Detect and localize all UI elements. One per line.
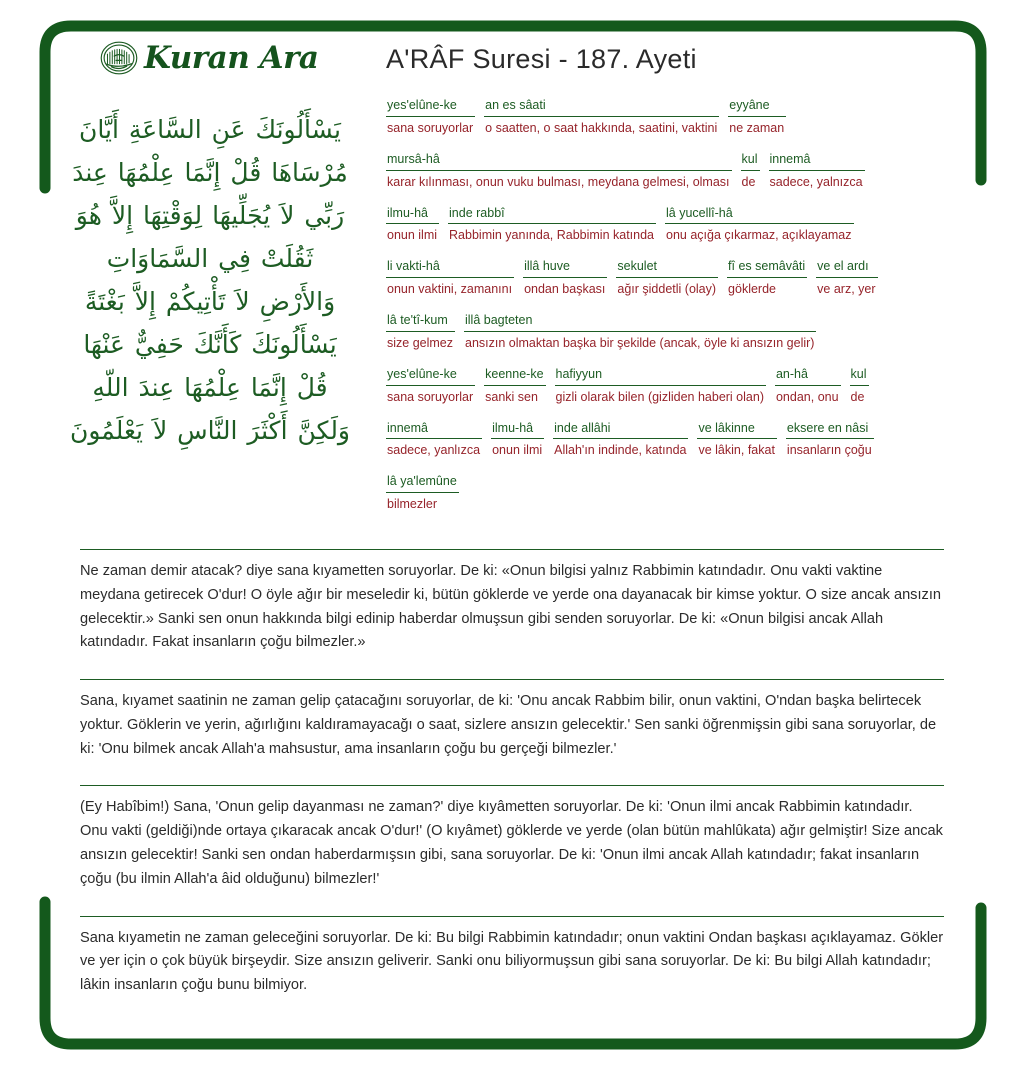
- word-grid-cell: [386, 473, 459, 513]
- word-meaning: size gelmez: [387, 335, 453, 350]
- word-grid-row: [386, 312, 964, 352]
- word-grid-cell: [553, 420, 688, 460]
- word-transliteration: an-hâ: [775, 366, 841, 386]
- word-transliteration: keenne-ke: [484, 366, 545, 386]
- word-transliteration: an es sâati: [484, 97, 719, 117]
- word-meaning: ve lâkin, fakat: [698, 443, 775, 458]
- translation-text: Sana kıyametin ne zaman geleceğini soruyorlar. De ki: Bu bilgi Rabbimin katındadır; onun vaktini Ondan başkası açıklayamaz. Gökler ve yer için o çok büyük birşeydir. Size ansızın geliverir. Sanki onu biliyormuşsun gibi sana soruyorlar. De ki: Bu bilgi Allah katındadır; lâkin insanların çoğu bunu bilmiyor.: [80, 929, 944, 994]
- word-transliteration: sekulet: [616, 258, 718, 278]
- word-grid-row: [386, 366, 964, 406]
- word-meaning: Rabbimin yanında, Rabbimin katında: [449, 228, 655, 243]
- word-transliteration: lâ ya'lemûne: [386, 473, 459, 493]
- word-transliteration: lâ yucellî-hâ: [665, 205, 854, 225]
- translation-divider: [80, 916, 944, 917]
- word-grid-row: [386, 151, 964, 191]
- word-transliteration: eksere en nâsi: [786, 420, 874, 440]
- word-grid-cell: [775, 366, 841, 406]
- word-transliteration: lâ te'tî-kum: [386, 312, 455, 332]
- word-meaning: sana soruyorlar: [387, 389, 474, 404]
- word-transliteration: ilmu-hâ: [386, 205, 439, 225]
- word-grid-cell: [386, 258, 514, 298]
- word-grid-cell: [697, 420, 776, 460]
- word-transliteration: ve lâkinne: [697, 420, 776, 440]
- verse-column: [60, 30, 360, 452]
- word-meaning: ne zaman: [729, 120, 785, 135]
- translation-block: [80, 539, 944, 655]
- word-grid-row: [386, 420, 964, 460]
- word-transliteration: kul: [741, 151, 760, 171]
- word-meaning: sadece, yanlızca: [387, 443, 481, 458]
- word-meaning: onun vaktini, zamanını: [387, 282, 513, 297]
- word-meaning: bilmezler: [387, 497, 438, 512]
- word-meaning: de: [850, 389, 865, 404]
- word-meaning: onun ilmi: [492, 443, 543, 458]
- word-transliteration: illâ huve: [523, 258, 607, 278]
- arabic-verse-text: يَسْأَلُونَكَ عَنِ السَّاعَةِ أَيَّانَ مُرْسَاهَا قُلْ إِنَّمَا عِلْمُهَا عِندَ رَبِّي لاَ يُجَلِّيهَا لِوَقْتِهَا إِلاَّ هُوَ ثَقُلَتْ فِي السَّمَاوَاتِ وَالأَرْضِ لاَ تَأْتِيكُمْ إِلاَّ بَغْتَةً يَسْأَلُونَكَ كَأَنَّكَ حَفِيٌّ عَنْهَا قُلْ إِنَّمَا عِلْمُهَا عِندَ اللّهِ وَلَكِنَّ أَكْثَرَ النَّاسِ لاَ يَعْلَمُونَ: [69, 115, 351, 445]
- word-grid-cell: [491, 420, 544, 460]
- word-meaning: de: [741, 174, 756, 189]
- word-meaning: onu açığa çıkarmaz, açıklayamaz: [666, 228, 852, 243]
- word-meaning: ondan, onu: [775, 389, 839, 404]
- translation-divider: [80, 785, 944, 786]
- word-grid-cell: [728, 97, 786, 137]
- word-grid-row: [386, 97, 964, 137]
- word-meaning: ansızın olmaktan başka bir şekilde (ancak, öyle ki ansızın gelir): [465, 335, 815, 350]
- word-transliteration: inde rabbî: [448, 205, 656, 225]
- word-grid-cell: [741, 151, 760, 191]
- word-grid-cell: [555, 366, 766, 406]
- word-meaning: ve arz, yer: [817, 282, 876, 297]
- word-transliteration: yes'elûne-ke: [386, 366, 475, 386]
- word-meaning: gizli olarak bilen (gizliden haberi olan): [555, 389, 764, 404]
- word-transliteration: illâ bagteten: [464, 312, 816, 332]
- word-meaning: sadece, yalnızca: [769, 174, 863, 189]
- word-meaning: onun ilmi: [387, 228, 438, 243]
- word-by-word-grid: [386, 97, 964, 513]
- word-grid-cell: [448, 205, 656, 245]
- word-transliteration: li vakti-hâ: [386, 258, 514, 278]
- word-grid-cell: [386, 312, 455, 352]
- translations-section: [60, 539, 964, 998]
- word-meaning: karar kılınması, onun vuku bulması, meydana gelmesi, olması: [387, 174, 730, 189]
- quran-calligraphy-emblem-icon: [95, 34, 143, 82]
- site-logo-text: Kuran Ara: [144, 40, 319, 76]
- word-grid-cell: [484, 366, 545, 406]
- word-grid-cell: [386, 420, 482, 460]
- word-grid-cell: [386, 366, 475, 406]
- word-meaning: insanların çoğu: [786, 443, 872, 458]
- word-transliteration: hafiyyun: [555, 366, 766, 386]
- word-grid-cell: [769, 151, 865, 191]
- translation-divider: [80, 679, 944, 680]
- word-grid-row: [386, 473, 964, 513]
- word-grid-cell: [786, 420, 874, 460]
- word-meaning: göklerde: [728, 282, 776, 297]
- word-grid-cell: [727, 258, 807, 298]
- word-grid-row: [386, 205, 964, 245]
- word-grid-cell: [665, 205, 854, 245]
- word-transliteration: innemâ: [769, 151, 865, 171]
- word-grid-cell: [386, 97, 475, 137]
- word-transliteration: fî es semâvâti: [727, 258, 807, 278]
- word-grid-cell: [523, 258, 607, 298]
- translation-block: [80, 669, 944, 761]
- word-grid-cell: [386, 205, 439, 245]
- word-transliteration: ilmu-hâ: [491, 420, 544, 440]
- word-transliteration: ve el ardı: [816, 258, 877, 278]
- word-meaning: sana soruyorlar: [387, 120, 474, 135]
- word-transliteration: mursâ-hâ: [386, 151, 732, 171]
- word-grid-cell: [616, 258, 718, 298]
- word-meaning: o saatten, o saat hakkında, saatini, vaktini: [485, 120, 718, 135]
- word-grid-cell: [816, 258, 877, 298]
- word-transliteration: kul: [850, 366, 869, 386]
- word-meaning: Allah'ın indinde, katında: [554, 443, 687, 458]
- translation-text: Sana, kıyamet saatinin ne zaman gelip çatacağını soruyorlar, de ki: 'Onu ancak Rabbim bilir, onun vaktini, O'ndan başka belirtecek yoktur. Göklerin ve yerin, ağırlığını kaldıramayacağı o saat, sizlere ansızın gelecektir.' Sen sanki öğrenmişsin gibi sana soruyorlar, de ki: 'Onu bilmek ancak Allah'a mahsustur, ama insanların çoğu bu gerçeği bilmezler.': [80, 693, 937, 757]
- translation-block: [80, 906, 944, 998]
- word-transliteration: inde allâhi: [553, 420, 688, 440]
- translation-divider: [80, 549, 944, 550]
- translation-block: [80, 775, 944, 891]
- top-section: [60, 30, 964, 527]
- site-logo[interactable]: [60, 30, 360, 86]
- word-grid-cell: [464, 312, 816, 352]
- analysis-column: [360, 30, 964, 527]
- word-grid-cell: [386, 151, 732, 191]
- translation-text: (Ey Habîbim!) Sana, 'Onun gelip dayanması ne zaman?' diye kıyâmetten soruyorlar. De ki: 'Onun ilmi ancak Rabbimin katındadır. Onu vakti (geldiği)nde ortaya çıkaracak ancak O'dur!' (O kıyâmet) göklerde ve yerde (olan bütün mahlûkata) ağır gelmiştir! Size ancak ansızın gelecektir! Sanki sen ondan haberdarmışsın gibi, sana soruyorlar. De ki: 'Onun ilmi ancak Allah katındadır; fakat insanların çoğu (bu ilmin Allah'a âid olduğunu) bilmezler!': [80, 799, 943, 887]
- word-meaning: sanki sen: [485, 389, 538, 404]
- word-grid-cell: [850, 366, 869, 406]
- word-transliteration: eyyâne: [728, 97, 786, 117]
- translation-text: Ne zaman demir atacak? diye sana kıyametten soruyorlar. De ki: «Onun bilgisi yalnız Rabbimin katındadır. Onu vakti vaktine meydana getirecek O'dur! O öyle ağır bir meseledir ki, bütün göklerde ve yerde ona dayanacak bir kimse yoktur. O size ancak ansızın gelecektir.» Sanki sen onun hakkında bilgi edinip haberdar olmuşsun gibi senden soruyorlar. De ki: «Onun bilgisi ancak Allah katındadır. Fakat insanların çoğu bilmezler.»: [80, 563, 942, 651]
- word-meaning: ondan başkası: [524, 282, 606, 297]
- word-meaning: ağır şiddetli (olay): [617, 282, 717, 297]
- word-grid-cell: [484, 97, 719, 137]
- word-transliteration: yes'elûne-ke: [386, 97, 475, 117]
- word-grid-row: [386, 258, 964, 298]
- page-title: A'RÂF Suresi - 187. Ayeti: [386, 44, 697, 74]
- word-transliteration: innemâ: [386, 420, 482, 440]
